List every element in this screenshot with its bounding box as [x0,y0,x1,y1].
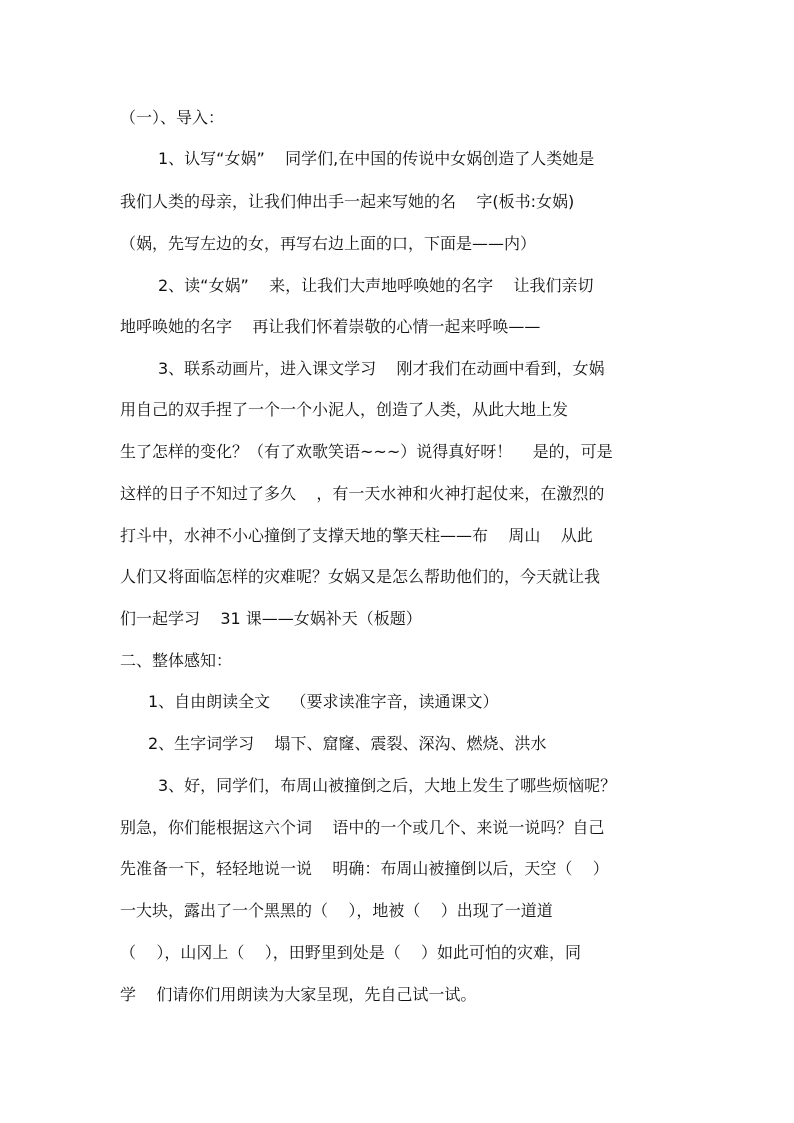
paragraph-line: 生了怎样的变化？（有了欢歌笑语~~~）说得真好呀！ 是的，可是 [120,442,613,461]
paragraph-line: （ ），山冈上（ ），田野里到处是（ ）如此可怕的灾难，同 [120,943,582,962]
paragraph-line: 用自己的双手捏了一个一个小泥人，创造了人类，从此大地上发 [120,400,569,419]
section-heading-intro: （一）、导入： [120,108,225,127]
paragraph-line: 别急，你们能根据这六个词 语中的一个或几个、来说一说吗？自己 [120,818,605,837]
paragraph-line: 3、联系动画片，进入课文学习 刚才我们在动画中看到，女娲 [158,359,605,378]
paragraph-line: 打斗中，水神不小心撞倒了支撑天地的擎天柱——布 周山 从此 [120,526,593,545]
paragraph-line: 1、认写“女娲” 同学们,在中国的传说中女娲创造了人类她是 [158,149,595,168]
paragraph-line: 们一起学习 31 课——女娲补天（板题） [120,609,422,628]
paragraph-line: 一大块，露出了一个黑黑的（ ），地被（ ）出现了一道道 [120,901,553,920]
paragraph-line: 学 们请你们用朗读为大家呈现，先自己试一试。 [120,985,477,1004]
section-heading-overview: 二、整体感知： [120,651,233,670]
paragraph-line: 2、读“女娲” 来，让我们大声地呼唤她的名字 让我们亲切 [158,276,594,295]
paragraph-line: 3、好，同学们，布周山被撞倒之后，大地上发生了哪些烦恼呢？ [158,776,617,795]
paragraph-line: （娲，先写左边的女，再写右边上面的口，下面是——内） [120,234,537,253]
paragraph-line: 2、生字词学习 塌下、窟窿、震裂、深沟、燃烧、洪水 [148,734,547,753]
paragraph-line: 地呼唤她的名字 再让我们怀着崇敬的心情一起来呼唤—— [120,317,541,336]
paragraph-line: 我们人类的母亲，让我们伸出手一起来写她的名 字(板书:女娲) [120,192,575,211]
paragraph-line: 人们又将面临怎样的灾难呢？女娲又是怎么帮助他们的，今天就让我 [120,567,601,586]
paragraph-line: 先准备一下，轻轻地说一说 明确：布周山被撞倒以后，天空（ ） [120,859,609,878]
paragraph-line: 这样的日子不知过了多久 ，有一天水神和火神打起仗来，在激烈的 [120,484,605,503]
paragraph-line: 1、自由朗读全文 （要求读准字音，读通课文） [148,692,499,711]
